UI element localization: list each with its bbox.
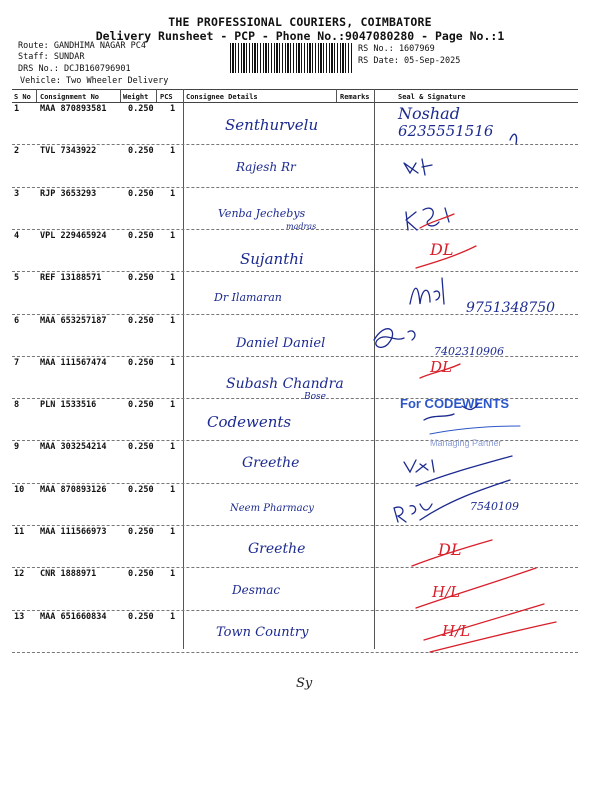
signature-stroke [404, 159, 432, 175]
col-header-signature: Seal & Signature [398, 93, 466, 101]
col-header-weight: Weight [123, 93, 149, 101]
row-pcs: 1 [170, 569, 176, 580]
row-sno: 9 [14, 442, 20, 453]
handwritten-consignee: Town Country [216, 625, 309, 640]
handwritten-consignee-note: madras [286, 222, 317, 231]
col-header-consignee: Consignee Details [186, 93, 258, 101]
delivered-mark: DL [438, 540, 462, 559]
handwritten-consignee: Dr Ilamaran [214, 291, 282, 304]
rs-number: RS No.: 1607969 [358, 44, 435, 54]
red-stroke [416, 246, 476, 268]
row-weight: 0.250 [128, 569, 154, 580]
row-weight: 0.250 [128, 273, 154, 284]
row-sno: 5 [14, 273, 20, 284]
signature-stroke [404, 460, 434, 472]
row-pcs: 1 [170, 357, 176, 368]
handwritten-consignee: Venba Jechebys [218, 207, 306, 220]
delivered-mark: DL [430, 240, 454, 259]
signature-stroke [416, 456, 512, 486]
handwritten-consignee: Desmac [232, 583, 281, 597]
row-sno: 1 [14, 104, 20, 114]
row-sno: 3 [14, 188, 20, 199]
row-consignment-no: MAA 870893581 [40, 104, 107, 114]
signature-stroke [510, 134, 517, 144]
row-pcs: 1 [170, 442, 176, 453]
signature-stroke [420, 480, 510, 520]
rs-date: RS Date: 05-Sep-2025 [358, 56, 461, 66]
row-weight: 0.250 [128, 400, 154, 411]
staff-line: Staff: SUNDAR [18, 52, 85, 62]
row-pcs: 1 [170, 484, 176, 495]
row-sno: 13 [14, 611, 25, 622]
signature-stroke [424, 404, 478, 420]
signature-stroke [374, 329, 415, 348]
row-sno: 4 [14, 230, 20, 241]
row-pcs: 1 [170, 230, 176, 241]
row-weight: 0.250 [128, 104, 154, 114]
row-consignment-no: RJP 3653293 [40, 188, 97, 199]
handwritten-consignee-note: Bose [304, 392, 326, 402]
row-sno: 2 [14, 146, 20, 157]
handwritten-consignee: Sujanthi [240, 250, 304, 268]
row-consignment-no: MAA 111566973 [40, 527, 107, 537]
stamp-company: For CODEWENTS [400, 396, 510, 411]
red-stroke [420, 364, 460, 378]
row-weight: 0.250 [128, 484, 154, 495]
row-weight: 0.250 [128, 230, 154, 241]
handwritten-phone: 7540109 [470, 500, 519, 513]
col-header-remarks: Remarks [340, 93, 370, 101]
row-pcs: 1 [170, 400, 176, 411]
handwritten-phone: 7402310906 [434, 345, 504, 358]
vehicle-line: Vehicle: Two Wheeler Delivery [20, 76, 169, 86]
row-pcs: 1 [170, 188, 176, 199]
row-sno: 12 [14, 569, 25, 580]
row-consignment-no: TVL 7343922 [40, 146, 97, 157]
red-stroke [424, 604, 544, 640]
col-header-sno: S No [14, 93, 31, 101]
drs-line: DRS No.: DCJB160796901 [18, 64, 131, 74]
handwritten-signature: Noshad [398, 104, 460, 123]
handwritten-phone: 6235551516 [398, 122, 494, 140]
signature-stroke [410, 278, 444, 304]
row-consignment-no: PLN 1533516 [40, 400, 97, 411]
row-consignment-no: MAA 111567474 [40, 357, 107, 368]
row-weight: 0.250 [128, 315, 154, 326]
handwritten-consignee: Daniel Daniel [236, 336, 326, 351]
row-weight: 0.250 [128, 188, 154, 199]
row-pcs: 1 [170, 104, 176, 114]
row-weight: 0.250 [128, 357, 154, 368]
row-sno: 7 [14, 357, 20, 368]
company-title: THE PROFESSIONAL COURIERS, COIMBATORE [168, 15, 432, 29]
row-sno: 10 [14, 484, 25, 495]
row-pcs: 1 [170, 315, 176, 326]
row-consignment-no: MAA 870893126 [40, 484, 107, 495]
red-stroke [412, 540, 492, 566]
handwritten-consignee: Neem Pharmacy [230, 503, 314, 514]
handwritten-consignee: Rajesh Rr [236, 160, 296, 174]
handwritten-consignee: Codewents [207, 413, 292, 431]
stamp-role: Managing Partner [430, 438, 502, 448]
row-weight: 0.250 [128, 611, 154, 622]
row-sno: 11 [14, 527, 25, 537]
red-stroke [430, 622, 556, 652]
row-weight: 0.250 [128, 527, 154, 537]
col-header-consignment: Consignment No [40, 93, 100, 101]
col-header-pcs: PCS [160, 93, 173, 101]
handwritten-consignee: Greethe [242, 455, 300, 471]
row-pcs: 1 [170, 611, 176, 622]
signature-stroke [394, 504, 432, 522]
row-sno: 6 [14, 315, 20, 326]
row-consignment-no: MAA 303254214 [40, 442, 107, 453]
row-consignment-no: CNR 1888971 [40, 569, 97, 580]
handwritten-phone: 9751348750 [466, 300, 556, 316]
hl-mark: H/L [432, 583, 461, 601]
row-consignment-no: MAA 653257187 [40, 315, 107, 326]
handwritten-consignee: Senthurvelu [225, 116, 319, 134]
row-sno: 8 [14, 400, 20, 411]
document-subtitle: Delivery Runsheet - PCP - Phone No.:9047080280 - Page No.:1 [95, 29, 505, 43]
row-pcs: 1 [170, 527, 176, 537]
row-consignment-no: VPL 229465924 [40, 230, 107, 241]
handwritten-consignee: Subash Chandra [226, 376, 344, 392]
footer-initials: Sy [296, 676, 313, 691]
row-consignment-no: REF 13188571 [40, 273, 102, 284]
stamp-line [430, 426, 520, 434]
delivered-mark: DL [430, 358, 452, 376]
red-stroke [416, 568, 536, 608]
row-weight: 0.250 [128, 146, 154, 157]
row-pcs: 1 [170, 146, 176, 157]
handwritten-consignee: Greethe [248, 541, 306, 557]
hl-mark: H/L [442, 622, 471, 640]
row-consignment-no: MAA 651660834 [40, 611, 107, 622]
row-pcs: 1 [170, 273, 176, 284]
route-line: Route: GANDHIMA NAGAR PC4 [18, 41, 146, 51]
row-weight: 0.250 [128, 442, 154, 453]
